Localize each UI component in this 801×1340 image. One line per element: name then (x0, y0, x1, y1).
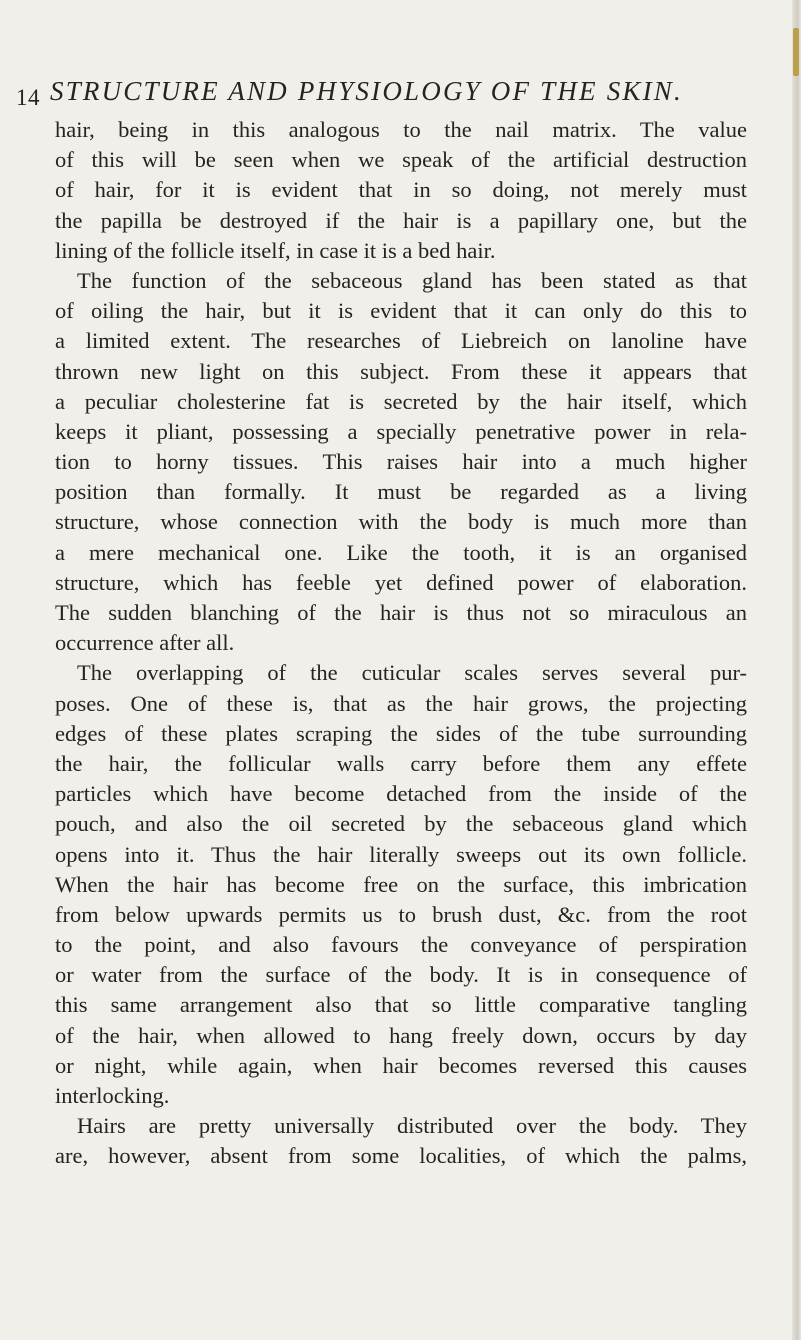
text-line: of hair, for it is evident that in so doing, not merely must (55, 177, 747, 203)
text-line: or night, while again, when hair becomes reversed this causes (55, 1052, 747, 1078)
running-title: STRUCTURE AND PHYSIOLOGY OF THE SKIN. (50, 76, 683, 106)
text-line: tion to horny tissues. This raises hair into a much higher (55, 449, 747, 475)
text-line: of oiling the hair, but it is evident that it can only do this to (55, 298, 747, 324)
text-line: The sudden blanching of the hair is thus not so miraculous an (55, 600, 747, 625)
text-line: the hair, the follicular walls carry before them any effete (55, 750, 747, 776)
text-line: When the hair has become free on the surface, this imbrication (55, 871, 747, 897)
text-line: Hairs are pretty universally distributed over the body. They (77, 1113, 747, 1139)
running-head (16, 76, 776, 110)
text-line: keeps it pliant, possessing a specially penetrative power in rela- (55, 418, 747, 444)
text-line: lining of the follicle itself, in case it is a bed hair. (55, 237, 496, 263)
text-line: a mere mechanical one. Like the tooth, it is an organised (55, 539, 747, 565)
text-line: hair, being in this analogous to the nail matrix. The value (55, 117, 747, 142)
text-line: particles which have become detached from the inside of the (55, 781, 747, 807)
text-line: opens into it. Thus the hair literally sweeps out its own follicle. (55, 841, 747, 867)
text-line: The overlapping of the cuticular scales serves several pur- (77, 660, 747, 686)
text-line: poses. One of these is, that as the hair grows, the projecting (55, 690, 747, 716)
text-line: from below upwards permits us to brush dust, &c. from the root (55, 901, 747, 927)
text-line: structure, whose connection with the body is much more than (55, 509, 747, 535)
text-line: of the hair, when allowed to hang freely down, occurs by day (55, 1022, 747, 1048)
text-line: position than formally. It must be regarded as a living (55, 479, 747, 505)
page-number: 14 (16, 85, 40, 110)
text-line: a peculiar cholesterine fat is secreted by the hair itself, which (55, 388, 747, 414)
text-line: to the point, and also favours the conveyance of perspiration (55, 932, 747, 958)
text-line: pouch, and also the oil secreted by the sebaceous gland which (55, 811, 747, 837)
text-line: this same arrangement also that so little comparative tangling (55, 992, 747, 1018)
text-line: The function of the sebaceous gland has been stated as that (77, 267, 747, 293)
text-line: occurrence after all. (55, 630, 235, 656)
text-line: are, however, absent from some localities, of which the palms, (55, 1143, 747, 1169)
text-line: or water from the surface of the body. It is in consequence of (55, 962, 747, 988)
text-line: edges of these plates scraping the sides of the tube surrounding (55, 720, 747, 746)
text-line: of this will be seen when we speak of the artificial destruction (55, 147, 747, 173)
text-line: a limited extent. The researches of Liebreich on lanoline have (55, 328, 747, 354)
text-line: interlocking. (55, 1083, 170, 1108)
text-line: thrown new light on this subject. From these it appears that (55, 358, 747, 384)
page-edge (792, 0, 801, 1340)
text-line: the papilla be destroyed if the hair is a papillary one, but the (55, 207, 747, 233)
edge-marker (793, 28, 799, 76)
text-line: structure, which has feeble yet defined power of elaboration. (55, 569, 747, 595)
body-text (55, 115, 747, 1172)
